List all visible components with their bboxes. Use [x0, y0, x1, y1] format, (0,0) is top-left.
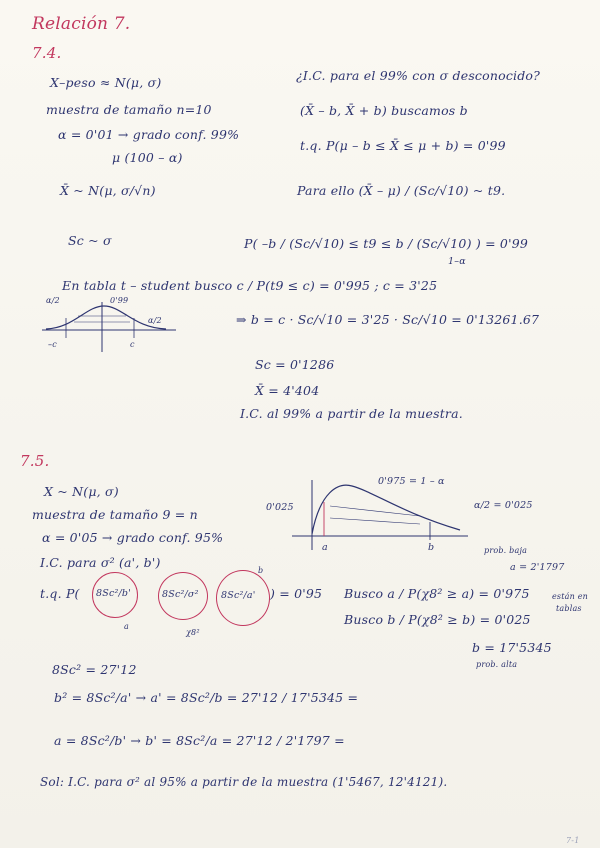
chi-sketch-left-tail: 0'025	[266, 502, 294, 513]
s75-alpha: α = 0'05 → grado conf. 95%	[42, 530, 224, 545]
s75-sample-size: muestra de tamaño 9 = n	[32, 507, 198, 522]
t-sketch-alpha-left: α/2	[46, 296, 60, 305]
s75-busco-b: Busco b / P(χ8² ≥ b) = 0'025	[344, 612, 531, 627]
t-sketch-c: c	[130, 340, 135, 349]
section-label-7-4: 7.4.	[32, 44, 62, 62]
s75-term-c: 8Sc²/a'	[221, 590, 256, 601]
s75-term-a: 8Sc²/b'	[96, 588, 131, 599]
note-high-prob: prob. alta	[476, 660, 518, 669]
s74-sc-approx: Sc ~ σ	[68, 233, 112, 248]
s74-student-t: Para ello (X̄ – μ) / (Sc/√10) ~ t9.	[297, 183, 506, 198]
chi-sketch-a: a	[322, 542, 328, 553]
section-label-7-5: 7.5.	[20, 452, 50, 470]
s75-eq-prefix: t.q. P(	[40, 586, 80, 601]
chi-sketch-center-area: 0'975 = 1 – α	[378, 476, 445, 487]
note-low-prob: prob. baja	[484, 546, 528, 555]
s74-b-computation: ⇒ b = c · Sc/√10 = 3'25 · Sc/√10 = 0'13261.67	[236, 312, 540, 327]
s74-one-minus-alpha: 1–α	[448, 256, 466, 267]
s74-sample-size: muestra de tamaño n=10	[46, 102, 212, 117]
s74-mean-value: X̄ = 4'404	[255, 383, 320, 398]
s75-b-prime-calc: a = 8Sc²/b' → b' = 8Sc²/a = 27'12 / 2'1797 =	[54, 733, 345, 748]
s75-a-prime-calc: b² = 8Sc²/a' → a' = 8Sc²/b = 27'12 / 17'5345 =	[54, 690, 359, 705]
page-title: Relación 7.	[32, 14, 131, 34]
s75-given-distribution: X ~ N(μ, σ)	[44, 484, 119, 499]
s75-8sc2: 8Sc² = 27'12	[52, 662, 137, 677]
s75-ci-variance: I.C. para σ² (a', b')	[40, 555, 161, 570]
s75-over-b: b	[258, 566, 264, 575]
t-sketch-neg-c: –c	[48, 340, 57, 349]
s75-under-a: a	[124, 622, 129, 631]
s75-under-chi: χ8²	[186, 628, 200, 637]
s74-t-bounds-eq: P( –b / (Sc/√10) ≤ t9 ≤ b / (Sc/√10) ) = 0'99	[244, 236, 529, 251]
note-in-tables-2: tablas	[556, 604, 582, 613]
chi-sketch-b: b	[428, 542, 435, 553]
s74-given-distribution: X–peso ≈ N(μ, σ)	[50, 75, 162, 90]
s74-interval-form: (X̄ – b, X̄ + b) buscamos b	[300, 103, 468, 118]
note-a-value: a = 2'1797	[510, 562, 565, 573]
chi-sketch-right-tail: α/2 = 0'025	[474, 500, 533, 511]
s74-sc-value: Sc = 0'1286	[255, 357, 335, 372]
note-in-tables-1: están en	[552, 592, 589, 601]
s74-probability-eq: t.q. P(μ – b ≤ X̄ ≤ μ + b) = 0'99	[300, 138, 506, 153]
t-sketch-alpha-right: α/2	[148, 316, 162, 325]
s74-question: ¿I.C. para el 99% con σ desconocido?	[296, 68, 541, 83]
s74-table-lookup: En tabla t – student busco c / P(t9 ≤ c) = 0'995 ; c = 3'25	[62, 278, 438, 293]
t-sketch-center-area: 0'99	[110, 296, 129, 305]
s74-confidence-note: μ (100 – α)	[112, 150, 183, 165]
s75-busco-a: Busco a / P(χ8² ≥ a) = 0'975	[344, 586, 530, 601]
s75-eq-suffix: ) = 0'95	[270, 586, 323, 601]
page-number: 7-1	[566, 836, 580, 845]
s74-conclusion: I.C. al 99% a partir de la muestra.	[240, 406, 463, 421]
s74-alpha: α = 0'01 → grado conf. 99%	[58, 127, 240, 142]
s74-sample-mean-dist: X̄ ~ N(μ, σ/√n)	[60, 183, 156, 198]
s75-b-value: b = 17'5345	[472, 640, 552, 655]
s75-term-b: 8Sc²/σ²	[162, 589, 199, 600]
s75-solution: Sol: I.C. para σ² al 95% a partir de la muestra (1'5467, 12'4121).	[40, 775, 448, 789]
